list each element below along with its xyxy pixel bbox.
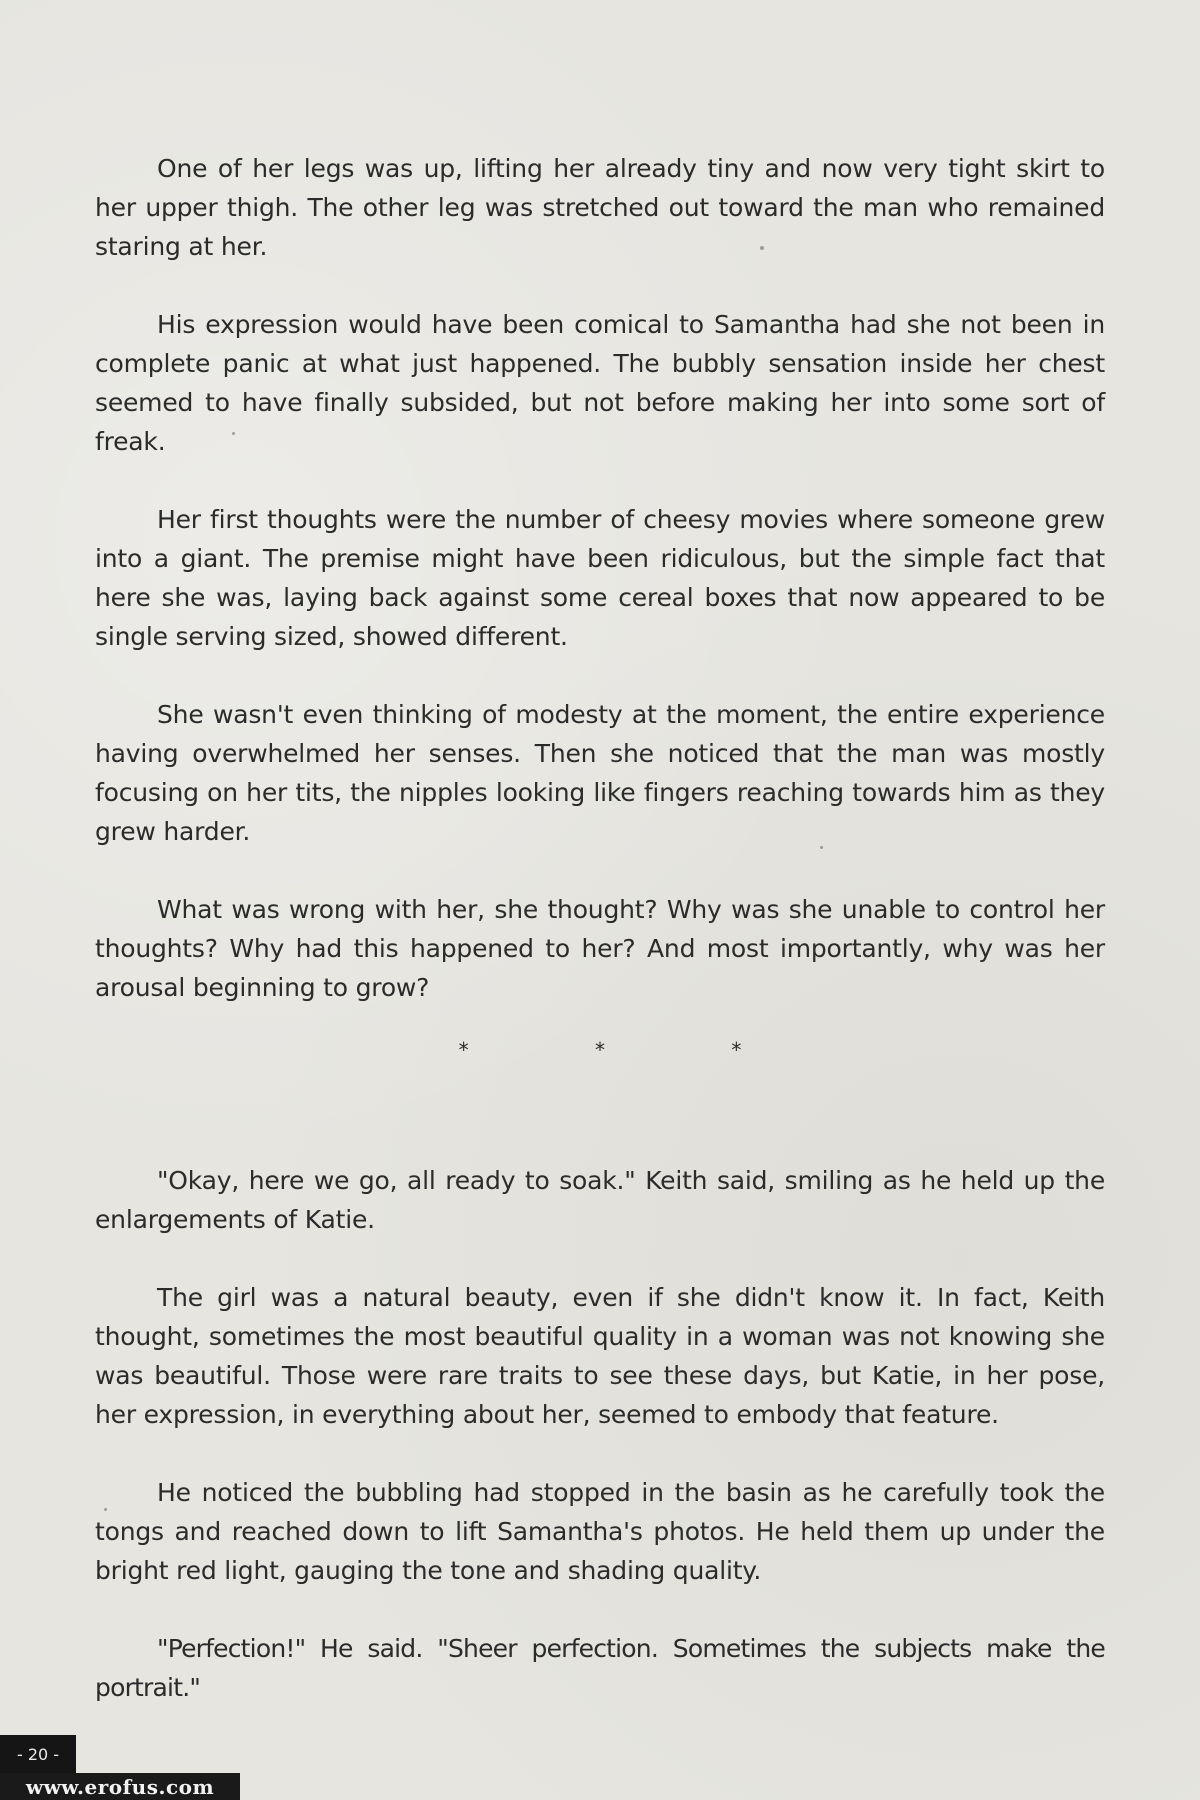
paragraph: "Perfection!" He said. "Sheer perfection. Sometimes the subjects make the portrait."	[95, 1634, 1105, 1702]
paragraph: What was wrong with her, she thought? Why was she unable to control her thoughts? Why had this happened to her? And most importantly, why was her arousal beginning to grow?	[95, 895, 1105, 1002]
text-block-part2	[95, 1161, 1105, 1746]
paper-speck	[760, 246, 764, 250]
paragraph: One of her legs was up, lifting her already tiny and now very tight skirt to her upper thigh. The other leg was stretched out toward the man who remained staring at her.	[95, 154, 1105, 261]
paper-speck	[232, 432, 235, 435]
paragraph: He noticed the bubbling had stopped in the basin as he carefully took the tongs and reached down to lift Samantha's photos. He held them up under the bright red light, gauging the tone and shading quality.	[95, 1478, 1105, 1585]
scene-break: * * *	[458, 1038, 802, 1062]
paragraph: Her first thoughts were the number of cheesy movies where someone grew into a giant. The premise might have been ridiculous, but the simple fact that here she was, laying back against some cereal boxes that now appeared to be single serving sized, showed different.	[95, 505, 1105, 651]
paper-speck	[820, 846, 823, 849]
paragraph: "Okay, here we go, all ready to soak." Keith said, smiling as he held up the enlargements of Katie.	[95, 1166, 1105, 1234]
paragraph: She wasn't even thinking of modesty at the moment, the entire experience having overwhelmed her senses. Then she noticed that the man was mostly focusing on her tits, the nipples looking like fingers reaching towards him as they grew harder.	[95, 700, 1105, 846]
watermark: www.erofus.com	[0, 1773, 240, 1800]
paragraph: The girl was a natural beauty, even if she didn't know it. In fact, Keith thought, sometimes the most beautiful quality in a woman was not knowing she was beautiful. Those were rare traits to see these days, but Katie, in her pose, her expression, in everything about her, seemed to embody that feature.	[95, 1283, 1105, 1429]
paragraph: His expression would have been comical to Samantha had she not been in complete panic at what just happened. The bubbly sensation inside her chest seemed to have finally subsided, but not before making her into some sort of freak.	[95, 310, 1105, 456]
text-block-part1	[95, 149, 1105, 1046]
paper-speck	[104, 1508, 107, 1511]
page-number: - 20 -	[0, 1735, 76, 1773]
